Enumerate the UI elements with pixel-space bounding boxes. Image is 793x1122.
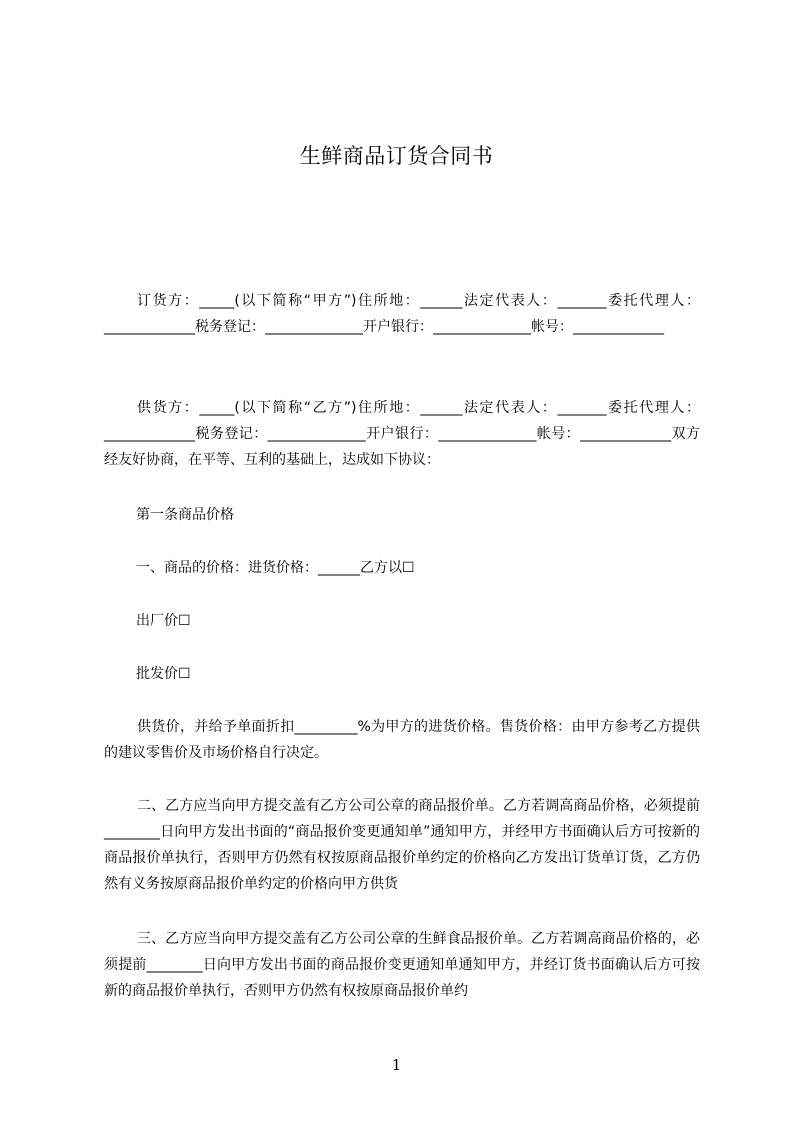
option-wholesale-price: 批发价☐: [136, 666, 191, 682]
document-title: 生鲜商品订货合同书: [299, 144, 494, 168]
party-b-paragraph: 供货方：_____(以下简称“乙方”)住所地：______法定代表人：_______委托代理人：_____________税务登记：______________开户银行：______________帐号：_____________双方经友好协商，在平等、互利的基础上，达成如下协议：: [104, 400, 700, 468]
option-factory-price: 出厂价☐: [136, 613, 191, 629]
price-item-1: 一、商品的价格：进货价格：______乙方以☐: [136, 560, 415, 576]
page-number: 1: [391, 1056, 402, 1074]
price-item-3-paragraph: 三、乙方应当向甲方提交盖有乙方公司公章的生鲜食品报价单。乙方若调高商品价格的，必须提前________日向甲方发出书面的商品报价变更通知单通知甲方，并经订货书面确认后方可按新的商品报价单执行，否则甲方仍然有权按原商品报价单约: [104, 931, 700, 999]
party-a-section: [104, 288, 700, 340]
party-a-paragraph: 订货方：_____(以下简称“甲方”)住所地：______法定代表人：_______委托代理人：_____________税务登记：______________开户银行：______________帐号：_____________: [104, 293, 700, 335]
supply-price-section: [104, 714, 700, 766]
price-item-2-paragraph: 二、乙方应当向甲方提交盖有乙方公司公章的商品报价单。乙方若调高商品价格，必须提前________日向甲方发出书面的“商品报价变更通知单”通知甲方，并经甲方书面确认后方可按新的商品报价单执行，否则甲方仍然有权按原商品报价单约定的价格向乙方发出订货单订货，乙方仍然有义务按原商品报价单约定的价格向甲方供货: [104, 798, 700, 892]
supply-price-paragraph: 供货价，并给予单面折扣_________%为甲方的进货价格。售货价格：由甲方参考乙方提供的建议零售价及市场价格自行决定。: [104, 719, 700, 761]
article-1-heading: 第一条商品价格: [136, 507, 234, 523]
price-item-3-section: [104, 926, 700, 1004]
price-item-2-section: [104, 793, 700, 897]
party-b-section: [104, 395, 700, 473]
